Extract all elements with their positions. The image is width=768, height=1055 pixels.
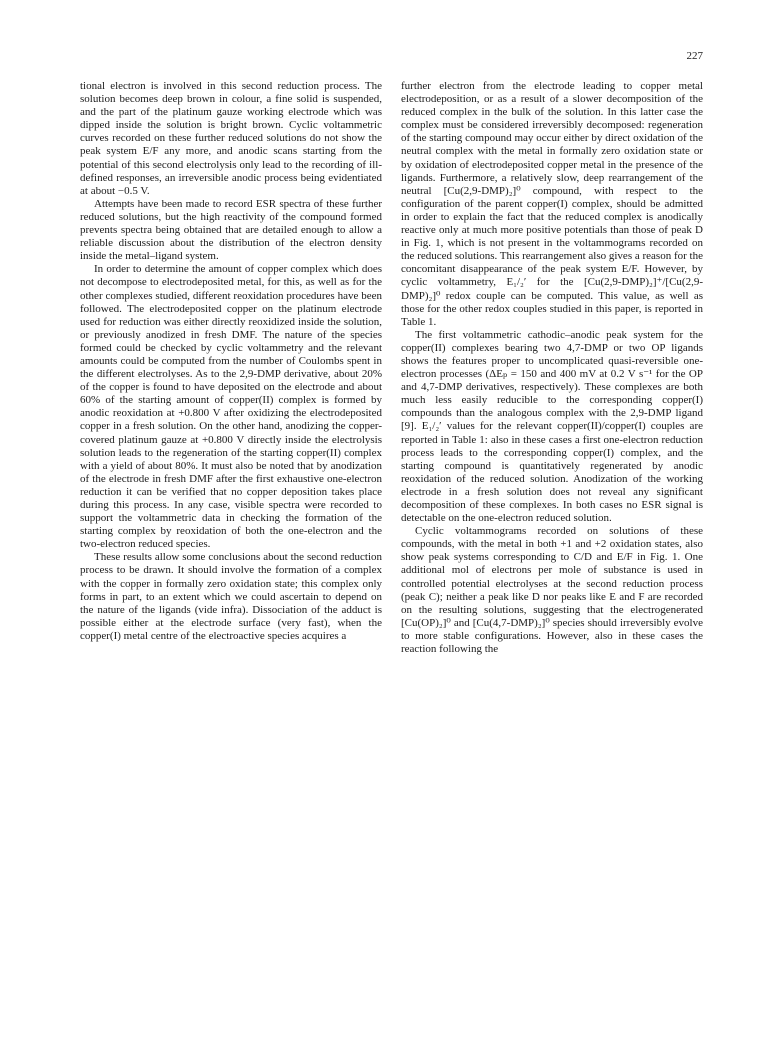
paragraph: The first voltammetric cathodic–anodic peak system for the copper(II) complexes bearing two 4,7-DMP or two OP ligands shows the features proper to uncomplicated quasi-reversible one-electron processes (ΔEₚ = 150 and 400 mV at 0.2 V s⁻¹ for the OP and 4,7-DMP derivatives, respectively). These complexes are both much less easily reducible to the corresponding copper(I) compounds than the analogous complex with the 2,9-DMP ligand [9]. E₁/₂′ values for the relevant copper(II)/copper(I) couples are reported in Table 1: also in these cases a first one-electron reduction process leads to the corresponding copper(I) complex, and the starting compound is quantitatively regenerated by anodic reoxidation of the reduced solution. Anodization of the working electrode in a fresh solution does not reveal any significant decomposition of these complexes. In both cases no ESR signal is detectable on the one-electron reduced solution.	[401, 328, 703, 525]
left-column	[80, 80, 382, 643]
right-column	[401, 80, 703, 656]
paragraph: These results allow some conclusions about the second reduction process to be drawn. It should involve the formation of a complex with the copper in formally zero oxidation state; this complex only forms in part, to an extent which we could ascertain to depend on the nature of the ligands (vide infra). Dissociation of the adduct is possible either at the electrode surface (very fast), when the copper(I) metal centre of the electroactive species acquires a	[80, 551, 382, 642]
paragraph: Cyclic voltammograms recorded on solutions of these compounds, with the metal in both +1 and +2 oxidation states, also show peak systems corresponding to C/D and E/F in Fig. 1. One additional mol of electrons per mole of substance is used in controlled potential electrolyses at the second reduction process (peak C); neither a peak like D nor peaks like E and F are recorded on the resulting solutions, suggesting that the electrogenerated [Cu(OP)₂]⁰ and [Cu(4,7-DMP)₂]⁰ species should irreversibly evolve to more stable configurations. However, also in these cases the reaction following the	[401, 525, 703, 656]
paragraph: tional electron is involved in this second reduction process. The solution becomes deep brown in colour, a fine solid is suspended, and the part of the platinum gauze working electrode which was dipped inside the solution is bright brown. Cyclic voltammetric curves recorded on these further reduced solutions do not show the peak system E/F any more, and anodic scans starting from the potential of this second electrolysis only lead to the recording of ill-defined responses, an irreversible anodic process being evidentiated at about −0.5 V.	[80, 80, 382, 197]
paragraph: In order to determine the amount of copper complex which does not decompose to electrodeposited metal, for this, as well as for the other complexes studied, different reoxidation procedures have been followed. The electrodeposited copper on the platinum electrode used for reduction was either directly reoxidized inside the solution, or previously anodized in fresh DMF. The nature of the species formed could be checked by cyclic voltammetry and the relevant amounts could be computed from the number of Coulombs spent in the different electrolyses. As to the 2,9-DMP derivative, about 20% of the copper is found to have deposited on the electrode and about 60% of the starting amount of copper(II) complex is formed by anodic reoxidation at +0.800 V after oxidizing the electrodeposited copper in a fresh solution. On the other hand, anodizing the copper-covered platinum gauze at +0.800 V directly inside the electrolysis solution leads to the regeneration of the starting copper(II) complex with a yield of about 80%. It must also be noted that by anodization of the electrode in fresh DMF after the first exhaustive one-electron reduction it can be verified that no copper deposition takes place during this process. In any case, visible spectra were recorded to support the voltammetric data in checking the formation of the starting complex by reoxidation of both the one-electron and the two-electron reduced species.	[80, 263, 382, 551]
paragraph: Attempts have been made to record ESR spectra of these further reduced solutions, but the high reactivity of the compound formed prevents spectra being obtained that are detailed enough to allow a reliable discussion about the distribution of the electron density inside the metal–ligand system.	[80, 197, 382, 263]
paragraph: further electron from the electrode leading to copper metal electrodeposition, or as a result of a slower decomposition of the reduced complex in the bulk of the solution. In this latter case the complex must be considered irreversibly decomposed: regeneration of the starting compound may occur either by direct oxidation of the neutral complex with the metal in formally zero oxidation state or by oxidation of electrodeposited copper metal in the presence of the ligands. Furthermore, a relatively slow, deep rearrangement of the neutral [Cu(2,9-DMP)₂]⁰ compound, with respect to the configuration of the parent copper(I) complex, should be admitted in order to explain the fact that the reduced complex is anodically reactive only at much more positive potentials than those of peak D in Fig. 1, which is not present in the voltammograms recorded on the reduced solutions. This rearrangement also gives a reason for the concomitant disappearance of the peak system E/F. However, by cyclic voltammetry, E₁/₂′ for the [Cu(2,9-DMP)₂]⁺/[Cu(2,9-DMP)₂]⁰ redox couple can be computed. This value, as well as those for the other redox couples studied in this paper, is reported in Table 1.	[401, 80, 703, 328]
page-number: 227	[686, 50, 703, 62]
